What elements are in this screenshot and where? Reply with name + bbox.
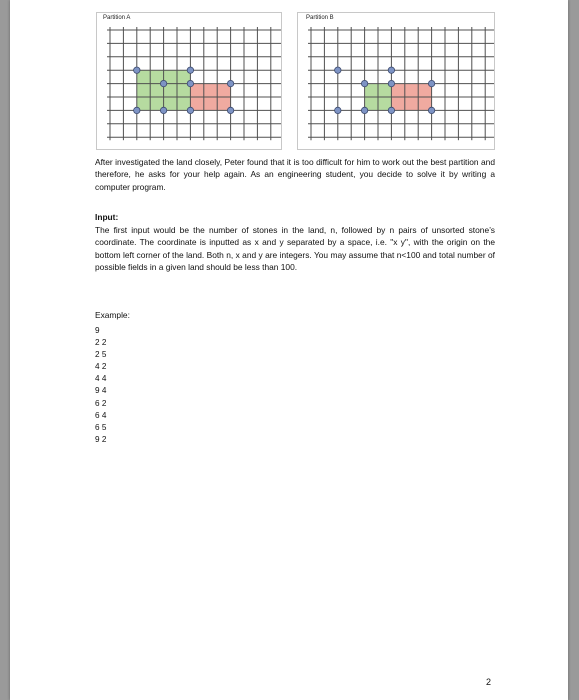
- stone-marker: [134, 107, 140, 113]
- stone-marker: [227, 80, 233, 86]
- example-label: Example:: [95, 310, 130, 320]
- stone-marker: [388, 67, 394, 73]
- stone-marker: [187, 107, 193, 113]
- document-page: [10, 0, 568, 700]
- stone-marker: [428, 107, 434, 113]
- example-line: 4 4: [95, 374, 107, 384]
- stone-marker: [428, 80, 434, 86]
- stone-marker: [388, 107, 394, 113]
- page-number: 2: [486, 677, 492, 687]
- example-line: 6 4: [95, 410, 107, 420]
- example-line: 9: [95, 326, 100, 335]
- example-input-lines: [95, 325, 106, 446]
- stone-marker: [187, 67, 193, 73]
- partition-b-grid: [298, 13, 494, 149]
- partition-b-figure: [297, 12, 495, 150]
- stone-marker: [361, 107, 367, 113]
- stone-marker: [187, 80, 193, 86]
- example-line: 6 2: [95, 398, 107, 408]
- partition-a-figure: [96, 12, 282, 150]
- stone-marker: [160, 107, 166, 113]
- stone-marker: [361, 80, 367, 86]
- stone-marker: [335, 107, 341, 113]
- example-line: 6 5: [95, 422, 107, 432]
- input-description: The first input would be the number of stones in the land, n, followed by n pairs of unsorted stone’s coordinate. The coordinate is inputted as x and y separated by a space, i.e. "x y", with the origin on the bottom left corner of the land. Both n, x and y are integers. You may assume that n<100 and total number of possible fields in a given land should be less than 100.: [95, 225, 495, 273]
- partition-a-grid: [97, 13, 281, 149]
- example-line: 9 4: [95, 386, 107, 396]
- example-line: 9 2: [95, 434, 107, 444]
- stone-marker: [160, 80, 166, 86]
- example-line: 2 5: [95, 350, 107, 360]
- stone-marker: [227, 107, 233, 113]
- stone-marker: [388, 80, 394, 86]
- partition-a-title: Partition A: [103, 15, 131, 21]
- input-heading: Input:: [95, 212, 119, 222]
- intro-paragraph: After investigated the land closely, Peter found that it is too difficult for him to work out the best partition and therefore, he asks for your help again. As an engineering student, you decide to solve it by writing a computer program.: [95, 157, 495, 192]
- example-line: 2 2: [95, 338, 107, 348]
- partition-b-title: Partition B: [306, 15, 334, 21]
- stone-marker: [134, 67, 140, 73]
- example-line: 4 2: [95, 362, 107, 372]
- stone-marker: [335, 67, 341, 73]
